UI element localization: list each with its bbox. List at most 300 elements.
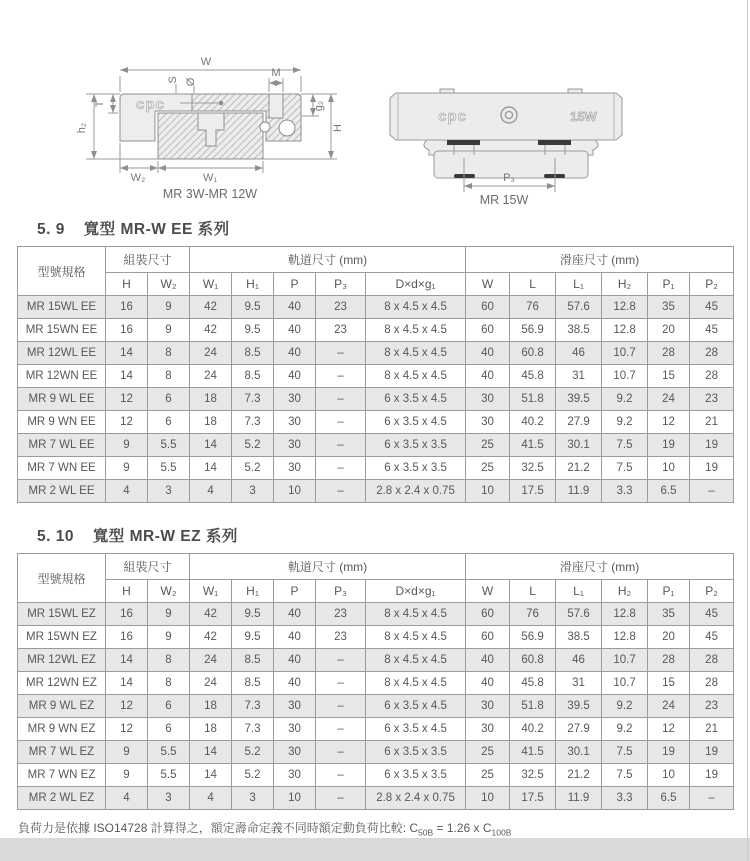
ball-small xyxy=(260,122,270,132)
value-cell: 12.8 xyxy=(602,603,648,626)
value-cell: 12 xyxy=(106,718,148,741)
model-cell: MR 7 WL EE xyxy=(18,434,106,457)
value-cell: 6 x 3.5 x 3.5 xyxy=(366,457,466,480)
value-cell: 30.1 xyxy=(556,741,602,764)
group-carriage: 滑座尺寸 (mm) xyxy=(466,247,734,273)
model-cell: MR 9 WN EE xyxy=(18,411,106,434)
value-cell: 20 xyxy=(648,319,690,342)
value-cell: 40 xyxy=(274,649,316,672)
cpc-logo: cpc xyxy=(136,96,165,113)
section-ez xyxy=(17,524,733,810)
value-cell: 6 x 3.5 x 4.5 xyxy=(366,718,466,741)
section-heading-ez xyxy=(37,524,733,546)
raceway-pad-right xyxy=(538,140,571,145)
value-cell: 19 xyxy=(648,434,690,457)
value-cell: 17.5 xyxy=(510,480,556,503)
col-l1: L₁ xyxy=(556,273,602,296)
value-cell: – xyxy=(316,672,366,695)
value-cell: 2.8 x 2.4 x 0.75 xyxy=(366,787,466,810)
value-cell: 28 xyxy=(648,342,690,365)
value-cell: 23 xyxy=(316,626,366,649)
section-ee xyxy=(17,217,733,503)
col-p: P xyxy=(274,273,316,296)
model-cell: MR 12WN EE xyxy=(18,365,106,388)
value-cell: 8 xyxy=(148,342,190,365)
group-assembly: 組裝尺寸 xyxy=(106,247,190,273)
dim-label-p3: P₃ xyxy=(503,172,515,184)
dim-label-g2: g₂ xyxy=(313,100,325,112)
value-cell: 14 xyxy=(190,457,232,480)
col-p: P xyxy=(274,580,316,603)
col-w1: W₁ xyxy=(190,580,232,603)
value-cell: 12.8 xyxy=(602,626,648,649)
col-p1: P₁ xyxy=(648,273,690,296)
value-cell: 40 xyxy=(274,672,316,695)
value-cell: 14 xyxy=(106,365,148,388)
value-cell: 9 xyxy=(148,603,190,626)
col-w2: W₂ xyxy=(148,580,190,603)
value-cell: 40 xyxy=(274,342,316,365)
value-cell: 19 xyxy=(690,764,734,787)
model-cell: MR 7 WN EZ xyxy=(18,764,106,787)
footnote-sub-100b: 100B xyxy=(491,827,512,838)
value-cell: 9 xyxy=(106,741,148,764)
value-cell: 9.2 xyxy=(602,718,648,741)
value-cell: 8 x 4.5 x 4.5 xyxy=(366,365,466,388)
value-cell: 7.5 xyxy=(602,764,648,787)
value-cell: 30 xyxy=(274,388,316,411)
value-cell: – xyxy=(316,718,366,741)
value-cell: 8.5 xyxy=(232,649,274,672)
col-l: L xyxy=(510,580,556,603)
value-cell: – xyxy=(316,649,366,672)
value-cell: 12 xyxy=(106,388,148,411)
value-cell: – xyxy=(316,741,366,764)
value-cell: 45 xyxy=(690,603,734,626)
col-h1: H₁ xyxy=(232,580,274,603)
value-cell: 24 xyxy=(190,672,232,695)
value-cell: 12 xyxy=(106,695,148,718)
table-row xyxy=(18,672,734,695)
value-cell: 46 xyxy=(556,649,602,672)
value-cell: 56.9 xyxy=(510,626,556,649)
value-cell: 24 xyxy=(190,342,232,365)
value-cell: 15 xyxy=(648,672,690,695)
value-cell: 41.5 xyxy=(510,434,556,457)
value-cell: 3 xyxy=(148,787,190,810)
value-cell: 8.5 xyxy=(232,342,274,365)
header-cols-row xyxy=(18,273,734,296)
header-cols-row xyxy=(18,580,734,603)
bottom-bar xyxy=(0,838,750,861)
value-cell: 35 xyxy=(648,296,690,319)
value-cell: 39.5 xyxy=(556,388,602,411)
col-dxdxg1: D×d×g₁ xyxy=(366,580,466,603)
value-cell: 18 xyxy=(190,388,232,411)
section-title: 寬型 MR-W EE 系列 xyxy=(83,221,230,238)
col-p3: P₃ xyxy=(316,580,366,603)
value-cell: 14 xyxy=(190,764,232,787)
raceway-pad-left xyxy=(447,140,480,145)
value-cell: 3 xyxy=(148,480,190,503)
footnote-formula: = 1.26 x C xyxy=(433,821,492,835)
ball-large xyxy=(279,120,295,136)
col-p2: P₂ xyxy=(690,273,734,296)
value-cell: 7.3 xyxy=(232,411,274,434)
value-cell: 20 xyxy=(648,626,690,649)
value-cell: 6 xyxy=(148,388,190,411)
value-cell: 6 x 3.5 x 4.5 xyxy=(366,388,466,411)
value-cell: 30 xyxy=(274,457,316,480)
value-cell: 4 xyxy=(190,787,232,810)
model-cell: MR 12WL EE xyxy=(18,342,106,365)
value-cell: 17.5 xyxy=(510,787,556,810)
value-cell: 8 xyxy=(148,649,190,672)
value-cell: 25 xyxy=(466,764,510,787)
value-cell: 23 xyxy=(690,695,734,718)
value-cell: 15 xyxy=(648,365,690,388)
value-cell: 14 xyxy=(190,741,232,764)
value-cell: 31 xyxy=(556,365,602,388)
group-rail: 軌道尺寸 (mm) xyxy=(190,554,466,580)
model-cell: MR 9 WL EZ xyxy=(18,695,106,718)
value-cell: 45 xyxy=(690,626,734,649)
value-cell: 18 xyxy=(190,695,232,718)
front-view-drawing xyxy=(378,58,663,208)
table-row xyxy=(18,411,734,434)
value-cell: 7.3 xyxy=(232,695,274,718)
model-cell: MR 12WN EZ xyxy=(18,672,106,695)
value-cell: 28 xyxy=(690,365,734,388)
value-cell: 10.7 xyxy=(602,365,648,388)
value-cell: 10 xyxy=(466,480,510,503)
value-cell: 40 xyxy=(274,319,316,342)
cross-section-drawing xyxy=(72,40,372,210)
value-cell: – xyxy=(316,411,366,434)
table-row xyxy=(18,695,734,718)
table-row xyxy=(18,388,734,411)
value-cell: 4 xyxy=(106,480,148,503)
model-cell: MR 9 WN EZ xyxy=(18,718,106,741)
value-cell: 16 xyxy=(106,626,148,649)
value-cell: 57.6 xyxy=(556,296,602,319)
value-cell: 60 xyxy=(466,603,510,626)
dim-label-w1: W₁ xyxy=(202,172,218,184)
table-row xyxy=(18,457,734,480)
value-cell: – xyxy=(316,388,366,411)
table-row xyxy=(18,296,734,319)
top-tab-left xyxy=(440,89,454,93)
page-edge-line xyxy=(747,0,748,861)
col-w: W xyxy=(466,580,510,603)
value-cell: 30 xyxy=(466,388,510,411)
value-cell: 6 x 3.5 x 3.5 xyxy=(366,741,466,764)
value-cell: 42 xyxy=(190,319,232,342)
drawing-caption-left: MR 3W-MR 12W xyxy=(162,187,258,201)
model-header: 型號規格 xyxy=(18,247,106,296)
value-cell: 42 xyxy=(190,626,232,649)
value-cell: 2.8 x 2.4 x 0.75 xyxy=(366,480,466,503)
mount-bolt xyxy=(269,94,283,118)
value-cell: 7.3 xyxy=(232,388,274,411)
value-cell: 30 xyxy=(274,764,316,787)
value-cell: 7.5 xyxy=(602,457,648,480)
value-cell: 12.8 xyxy=(602,296,648,319)
value-cell: 10 xyxy=(648,764,690,787)
col-dxdxg1: D×d×g₁ xyxy=(366,273,466,296)
value-cell: 8 x 4.5 x 4.5 xyxy=(366,603,466,626)
value-cell: 18 xyxy=(190,411,232,434)
value-cell: 9.5 xyxy=(232,319,274,342)
col-p1: P₁ xyxy=(648,580,690,603)
value-cell: 28 xyxy=(648,649,690,672)
footnote-sub-50b: 50B xyxy=(418,827,434,838)
value-cell: 16 xyxy=(106,296,148,319)
value-cell: 24 xyxy=(648,695,690,718)
value-cell: 5.2 xyxy=(232,434,274,457)
value-cell: 8 x 4.5 x 4.5 xyxy=(366,319,466,342)
value-cell: 45.8 xyxy=(510,365,556,388)
value-cell: 18 xyxy=(190,718,232,741)
section-number: 5. 10 xyxy=(37,528,74,545)
value-cell: 6 x 3.5 x 3.5 xyxy=(366,764,466,787)
table-row xyxy=(18,649,734,672)
value-cell: 5.5 xyxy=(148,434,190,457)
value-cell: 16 xyxy=(106,319,148,342)
model-cell: MR 2 WL EE xyxy=(18,480,106,503)
footnote xyxy=(18,819,511,837)
value-cell: 10.7 xyxy=(602,342,648,365)
value-cell: 9.5 xyxy=(232,603,274,626)
value-cell: 30 xyxy=(274,718,316,741)
value-cell: 14 xyxy=(106,672,148,695)
value-cell: 14 xyxy=(190,434,232,457)
value-cell: 28 xyxy=(690,672,734,695)
value-cell: 9.2 xyxy=(602,695,648,718)
value-cell: – xyxy=(316,695,366,718)
value-cell: 11.9 xyxy=(556,480,602,503)
value-cell: 21 xyxy=(690,718,734,741)
value-cell: 23 xyxy=(316,603,366,626)
group-rail: 軌道尺寸 (mm) xyxy=(190,247,466,273)
table-row xyxy=(18,319,734,342)
model-cell: MR 15WN EZ xyxy=(18,626,106,649)
value-cell: 60 xyxy=(466,319,510,342)
table-row xyxy=(18,365,734,388)
value-cell: 25 xyxy=(466,434,510,457)
value-cell: 42 xyxy=(190,603,232,626)
value-cell: 7.5 xyxy=(602,434,648,457)
dim-label-h2: h₂ xyxy=(76,122,88,134)
value-cell: 8 x 4.5 x 4.5 xyxy=(366,626,466,649)
value-cell: 24 xyxy=(190,649,232,672)
value-cell: 40.2 xyxy=(510,718,556,741)
value-cell: 60 xyxy=(466,626,510,649)
value-cell: 5.2 xyxy=(232,457,274,480)
value-cell: 8 x 4.5 x 4.5 xyxy=(366,342,466,365)
value-cell: 8 x 4.5 x 4.5 xyxy=(366,649,466,672)
value-cell: 9 xyxy=(148,319,190,342)
value-cell: 30 xyxy=(274,434,316,457)
value-cell: 27.9 xyxy=(556,718,602,741)
value-cell: 10 xyxy=(466,787,510,810)
value-cell: 19 xyxy=(690,457,734,480)
col-h2: H₂ xyxy=(602,580,648,603)
col-p3: P₃ xyxy=(316,273,366,296)
value-cell: 12 xyxy=(648,411,690,434)
value-cell: 23 xyxy=(316,319,366,342)
value-cell: 23 xyxy=(690,388,734,411)
value-cell: 4 xyxy=(106,787,148,810)
value-cell: 6 x 3.5 x 4.5 xyxy=(366,695,466,718)
value-cell: 32.5 xyxy=(510,457,556,480)
value-cell: 30 xyxy=(466,695,510,718)
value-cell: 35 xyxy=(648,603,690,626)
value-cell: 30 xyxy=(274,695,316,718)
table-row xyxy=(18,787,734,810)
value-cell: 12.8 xyxy=(602,319,648,342)
col-h: H xyxy=(106,273,148,296)
value-cell: 5.2 xyxy=(232,741,274,764)
table-row xyxy=(18,764,734,787)
value-cell: 25 xyxy=(466,457,510,480)
value-cell: 7.3 xyxy=(232,718,274,741)
dim-label-w2: W₂ xyxy=(130,172,146,184)
top-tab-right xyxy=(568,89,582,93)
col-p2: P₂ xyxy=(690,580,734,603)
value-cell: 30.1 xyxy=(556,434,602,457)
table-row xyxy=(18,603,734,626)
value-cell: 10.7 xyxy=(602,672,648,695)
table-row xyxy=(18,342,734,365)
value-cell: 25 xyxy=(466,741,510,764)
value-cell: 40 xyxy=(274,626,316,649)
dim-label-s: S xyxy=(167,76,179,84)
value-cell: 3 xyxy=(232,480,274,503)
value-cell: 32.5 xyxy=(510,764,556,787)
cpc-logo-front: cpc xyxy=(438,108,467,125)
value-cell: 40 xyxy=(274,365,316,388)
model-cell: MR 9 WL EE xyxy=(18,388,106,411)
value-cell: 10 xyxy=(274,480,316,503)
value-cell: 30 xyxy=(274,741,316,764)
value-cell: 19 xyxy=(648,741,690,764)
value-cell: 45.8 xyxy=(510,672,556,695)
value-cell: 8.5 xyxy=(232,365,274,388)
dim-label-dia: Ø xyxy=(185,77,197,87)
value-cell: 14 xyxy=(106,649,148,672)
col-h1: H₁ xyxy=(232,273,274,296)
dim-label-w: W xyxy=(200,56,212,68)
value-cell: 9 xyxy=(106,764,148,787)
value-cell: 51.8 xyxy=(510,695,556,718)
spec-table-ez xyxy=(17,553,734,810)
value-cell: 5.5 xyxy=(148,457,190,480)
value-cell: 5.2 xyxy=(232,764,274,787)
model-cell: MR 15WL EZ xyxy=(18,603,106,626)
value-cell: 30 xyxy=(466,718,510,741)
value-cell: 28 xyxy=(690,342,734,365)
value-cell: 6 xyxy=(148,695,190,718)
value-cell: 57.6 xyxy=(556,603,602,626)
value-cell: 40 xyxy=(466,365,510,388)
section-heading-ee xyxy=(37,217,733,239)
value-cell: 3.3 xyxy=(602,787,648,810)
value-cell: 19 xyxy=(690,741,734,764)
value-cell: 31 xyxy=(556,672,602,695)
model-header: 型號規格 xyxy=(18,554,106,603)
value-cell: 76 xyxy=(510,296,556,319)
value-cell: – xyxy=(690,787,734,810)
value-cell: 11.9 xyxy=(556,787,602,810)
value-cell: 9.2 xyxy=(602,411,648,434)
value-cell: 76 xyxy=(510,603,556,626)
value-cell: 56.9 xyxy=(510,319,556,342)
value-cell: 6.5 xyxy=(648,787,690,810)
header-group-row xyxy=(18,554,734,580)
value-cell: 6 xyxy=(148,411,190,434)
value-cell: 51.8 xyxy=(510,388,556,411)
col-h: H xyxy=(106,580,148,603)
table-row xyxy=(18,480,734,503)
value-cell: 45 xyxy=(690,319,734,342)
col-w2: W₂ xyxy=(148,273,190,296)
value-cell: 12 xyxy=(648,718,690,741)
value-cell: 6 xyxy=(148,718,190,741)
model-cell: MR 2 WL EZ xyxy=(18,787,106,810)
value-cell: 8.5 xyxy=(232,672,274,695)
value-cell: 21 xyxy=(690,411,734,434)
value-cell: 12 xyxy=(106,411,148,434)
value-cell: 14 xyxy=(106,342,148,365)
value-cell: – xyxy=(316,365,366,388)
col-h2: H₂ xyxy=(602,273,648,296)
model-cell: MR 7 WL EZ xyxy=(18,741,106,764)
value-cell: 3 xyxy=(232,787,274,810)
value-cell: 10 xyxy=(274,787,316,810)
table-row xyxy=(18,626,734,649)
value-cell: 10 xyxy=(648,457,690,480)
dim-label-t: T xyxy=(94,100,106,108)
value-cell: 40.2 xyxy=(510,411,556,434)
dim-label-m: M xyxy=(271,67,281,79)
value-cell: 38.5 xyxy=(556,626,602,649)
drawing-caption-right: MR 15W xyxy=(479,193,529,207)
model-cell: MR 12WL EZ xyxy=(18,649,106,672)
value-cell: – xyxy=(316,457,366,480)
value-cell: – xyxy=(316,342,366,365)
value-cell: 39.5 xyxy=(556,695,602,718)
size-mark: 15W xyxy=(570,109,597,124)
value-cell: 19 xyxy=(690,434,734,457)
value-cell: 30 xyxy=(274,411,316,434)
value-cell: 27.9 xyxy=(556,411,602,434)
value-cell: 46 xyxy=(556,342,602,365)
value-cell: 21.2 xyxy=(556,457,602,480)
value-cell: – xyxy=(690,480,734,503)
value-cell: 9 xyxy=(148,626,190,649)
value-cell: – xyxy=(316,480,366,503)
value-cell: 8 x 4.5 x 4.5 xyxy=(366,296,466,319)
model-cell: MR 15WL EE xyxy=(18,296,106,319)
value-cell: 40 xyxy=(466,342,510,365)
value-cell: 60.8 xyxy=(510,342,556,365)
value-cell: 40 xyxy=(466,649,510,672)
col-l1: L₁ xyxy=(556,580,602,603)
value-cell: 9 xyxy=(106,457,148,480)
value-cell: 8 xyxy=(148,365,190,388)
value-cell: 9.2 xyxy=(602,388,648,411)
